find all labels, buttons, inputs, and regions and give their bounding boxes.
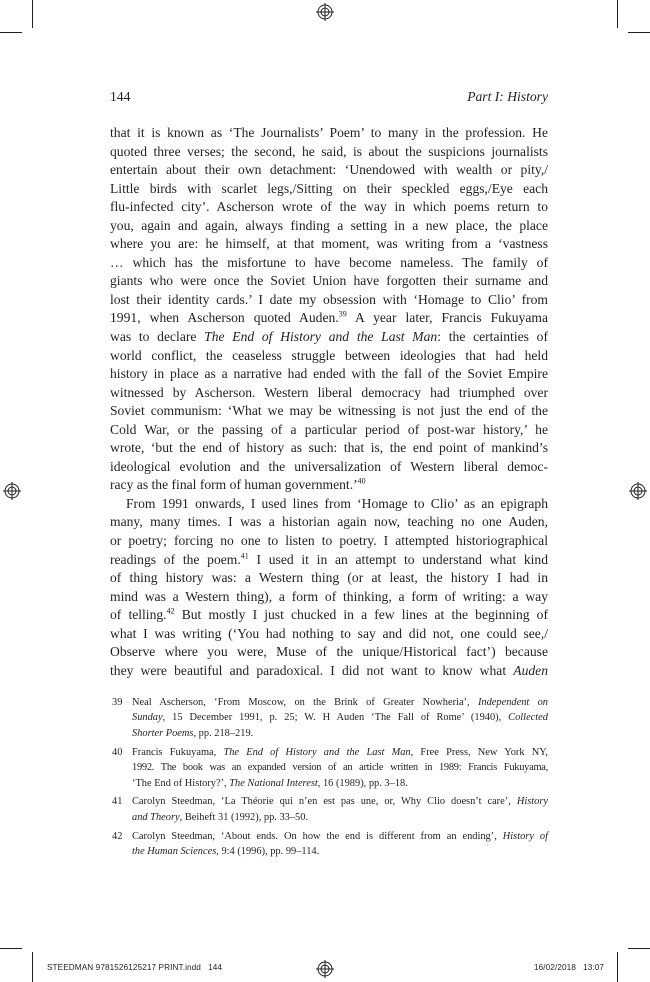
text-segment: racy as the final form of human government.’ — [110, 477, 358, 493]
slug-file-name: STEEDMAN 9781526125217 PRINT.indd 144 — [47, 963, 223, 972]
footnote-line — [132, 695, 548, 710]
text-segment: A year later, Francis Fukuyama — [346, 310, 548, 326]
footnote-text: Carolyn Steedman, ‘La Théorie qui n’en est pas une, or, Why Clio doesn’t care’, — [132, 796, 517, 808]
footnote-line — [132, 726, 548, 741]
part-title: Part I: History — [467, 89, 548, 104]
slug-timestamp: 16/02/2018 13:07 — [534, 963, 605, 972]
text-line: you, again and again, always finding a setting in a new place, the place — [110, 217, 548, 233]
text-line: of thing history was: a Western thing (or at least, the history I had in — [110, 570, 548, 586]
footnote-italic: History of — [502, 830, 548, 842]
footnote-italic: The End of History and the Last Man — [223, 746, 411, 758]
crop-mark-bottom-left — [32, 952, 33, 982]
crop-mark-left-top — [0, 32, 22, 33]
text-line — [110, 476, 548, 495]
footnote-text: ‘The End of History?’, — [132, 777, 230, 789]
text-segment: : the certainties of — [437, 329, 548, 345]
footnote-40 — [110, 745, 548, 791]
text-line — [110, 606, 548, 625]
crop-mark-bottom-right — [617, 952, 618, 982]
footnote-italic: Shorter Poems — [132, 727, 194, 739]
registration-mark-top-icon — [316, 3, 334, 21]
footnote-line — [132, 710, 548, 725]
page-number: 144 — [110, 89, 131, 104]
text-line: ideological evolution and the universalization of Western liberal democ- — [110, 458, 548, 474]
note-ref-41: 41 — [240, 551, 249, 561]
text-line: … which has the misfortune to have become nameless. The family of — [110, 254, 548, 270]
text-segment: readings of the poem. — [110, 551, 241, 567]
text-line: quoted three verses; the second, he said, is about the suspicions journalists — [110, 143, 548, 159]
text-line — [110, 551, 548, 570]
text-line — [110, 328, 548, 347]
text-line: Cold War, or the passing of a particular period of post-war history,’ he — [110, 421, 548, 437]
text-line: history in place as a narrative had ended with the fall of the Soviet Empire — [110, 366, 548, 382]
footnote-line — [132, 810, 548, 825]
text-line: where you are: he himself, at that moment, was writing from a ‘vastness — [110, 236, 548, 252]
paragraph-2 — [110, 495, 548, 680]
footnote-italic: Collected — [508, 712, 548, 724]
footnote-text: Carolyn Steedman, ‘About ends. On how the end is different from an ending’, — [132, 830, 503, 842]
footnote-number: 41 — [112, 796, 123, 808]
note-ref-39: 39 — [338, 309, 347, 319]
registration-mark-bottom-icon — [316, 960, 334, 978]
crop-mark-right-top — [628, 32, 650, 33]
footnote-number: 42 — [112, 830, 123, 842]
text-segment: 1991, when Ascherson quoted Auden. — [110, 310, 339, 326]
text-line: Soviet communism: ‘What we may be witnessing is not just the end of the — [110, 403, 548, 419]
footnotes — [110, 695, 548, 863]
text-line: entertain about their own detachment: ‘Unendowed with wealth or pity,/ — [110, 162, 548, 178]
text-line: lost their identity cards.’ I date my obsession with ‘Homage to Clio’ from — [110, 291, 548, 307]
text-segment: they were beautiful and paradoxical. I did not want to know what — [110, 662, 514, 678]
text-segment: But mostly I just chucked in a few lines at the beginning of — [174, 607, 548, 623]
text-line: that it is known as ‘The Journalists’ Poem’ to many in the profession. He — [110, 125, 548, 140]
text-line: mind was a Western thing), a form of thinking, a form of writing: a way — [110, 588, 548, 604]
crop-mark-top-right — [617, 0, 618, 28]
footnote-line — [132, 844, 548, 859]
footnote-text: Neal Ascherson, ‘From Moscow, on the Brink of Greater Nowheria’, — [132, 697, 478, 708]
footnote-text: , 15 December 1991, p. 25; W. H Auden ‘The Fall of Rome’ (1940), — [162, 712, 509, 724]
text-line: giants who were once the Soviet Union have forgotten their surname and — [110, 273, 548, 289]
text-line: or poetry; forcing no one to listen to poetry. I attempted historiographical — [110, 533, 548, 549]
note-ref-40: 40 — [357, 476, 366, 486]
footnote-italic: Sunday — [132, 712, 163, 724]
text-segment: was to declare — [110, 329, 205, 345]
crop-mark-right-bottom — [628, 948, 650, 949]
footnote-italic: The National Interest — [229, 777, 318, 789]
footnote-number: 40 — [112, 746, 123, 758]
text-line: flu-infected city’. Ascherson wrote of the way in which poems return to — [110, 199, 548, 215]
footnote-italic: History — [516, 796, 548, 808]
footnote-italic: the Human Sciences — [132, 846, 217, 858]
book-title: The End of History and the Last Man — [204, 329, 438, 345]
text-line: what I was writing (‘You had nothing to say and did not, one could see,/ — [110, 625, 548, 641]
crop-mark-left-bottom — [0, 948, 22, 949]
footnote-text: , Free Press, New York NY, — [410, 746, 549, 758]
footnote-text: , 9:4 (1996), pp. 99–114. — [216, 846, 320, 858]
note-ref-42: 42 — [166, 606, 175, 616]
paragraph-1 — [110, 124, 548, 495]
footnote-text: , Beiheft 31 (1992), pp. 33–50. — [179, 811, 309, 823]
registration-mark-left-icon — [3, 482, 21, 500]
footnote-line — [132, 794, 548, 809]
text-line: Little birds with scarlet legs,/Sitting on their speckled eggs,/Eye each — [110, 180, 548, 196]
text-line: From 1991 onwards, I used lines from ‘Homage to Clio’ as an epigraph — [126, 495, 548, 511]
text-line: wrote, ‘but the end of history as such: that is, the end point of mankind’s — [110, 440, 548, 456]
footnote-italic: Independent on — [477, 697, 548, 708]
body-text — [110, 124, 548, 680]
footnote-text: , 16 (1989), pp. 3–18. — [317, 777, 408, 789]
running-head — [110, 89, 548, 109]
footnote-line — [132, 745, 548, 760]
text-line — [110, 309, 548, 328]
text-line: Observe where you were, Muse of the unique/Historical fact’) because — [110, 644, 548, 660]
text-line — [110, 662, 548, 681]
text-line: world conflict, the ceaseless struggle between ideologies that had held — [110, 347, 548, 363]
footnote-line — [132, 829, 548, 844]
footnote-line: 1992. The book was an expanded version of an article written in 1989: Francis Fukuyama, — [132, 762, 548, 774]
registration-mark-right-icon — [629, 482, 647, 500]
footnote-text: , pp. 218–219. — [193, 727, 254, 739]
footnote-41 — [110, 794, 548, 825]
italic-word: Auden — [513, 662, 548, 678]
footnote-39 — [110, 695, 548, 741]
footnote-text: Francis Fukuyama, — [132, 746, 224, 758]
footnote-line — [132, 776, 548, 791]
text-segment: I used it in an attempt to understand what kind — [248, 551, 548, 567]
footnote-italic: and Theory — [132, 811, 180, 823]
text-segment: of telling. — [110, 607, 167, 623]
footnote-42 — [110, 829, 548, 860]
text-line: many, many times. I was a historian again now, teaching no one Auden, — [110, 514, 548, 530]
text-line: witnessed by Ascherson. Western liberal democracy had triumphed over — [110, 384, 548, 400]
crop-mark-top-left — [32, 0, 33, 28]
footnote-number: 39 — [112, 697, 123, 708]
